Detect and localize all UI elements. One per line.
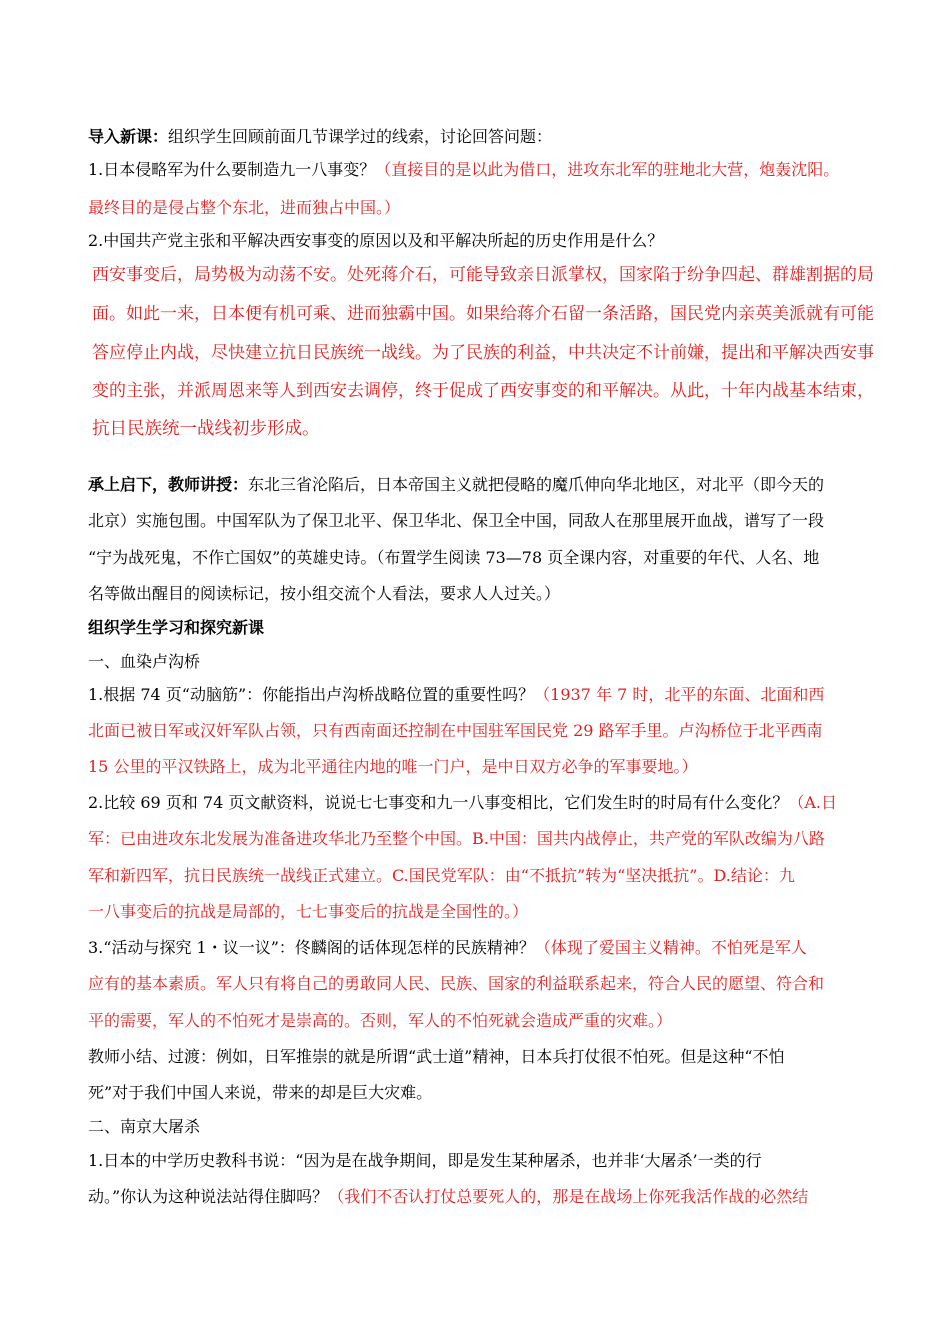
s1-q3-answer: （体现了爱国主义精神。不怕死是军人: [534, 938, 807, 957]
intro-heading: 导入新课：: [88, 127, 169, 146]
summary-line-2: 死”对于我们中国人来说，带来的却是巨大灾难。: [88, 1083, 433, 1102]
transition-line-4: 名等做出醒目的阅读标记，按小组交流个人看法，要求人人过关。）: [88, 584, 561, 603]
transition-line-1: [88, 474, 824, 496]
s1-q1-answer: （1937 年 7 时，北平的东面、北面和西: [534, 685, 825, 704]
s1-q1-answer-2: 北面已被日军或汉奸军队占领，只有西南面还控制在中国驻军国民党 29 路军手里。卢沟桥位于北平西南: [88, 721, 823, 740]
transition-text-1: 东北三省沦陷后，日本帝国主义就把侵略的魔爪伸向华北地区，对北平（即今天的: [248, 475, 825, 494]
transition-heading: 承上启下，教师讲授：: [88, 475, 249, 494]
section-2-title: 二、南京大屠杀: [88, 1117, 201, 1136]
summary-line-1: 教师小结、过渡：例如，日军推崇的就是所谓“武士道”精神，日本兵打仗很不怕死。但是这种“不怕: [88, 1047, 785, 1066]
q2-answer-line-3: 答应停止内战，尽快建立抗日民族统一战线。为了民族的利益，中共决定不计前嫌，提出和平解决西安事: [92, 343, 874, 363]
transition-line-2: 北京）实施包围。中国军队为了保卫北平、保卫华北、保卫全中国，同敌人在那里展开血战，谱写了一段: [88, 511, 825, 530]
s2-q1-line-1: 1.日本的中学历史教科书说：“因为是在战争期间，即是发生某种屠杀，也并非‘大屠杀’一类的行: [88, 1151, 762, 1170]
s1-q2-answer-3: 军和新四军，抗日民族统一战线正式建立。C.国民党军队：由“不抵抗”转为“坚决抵抗”。D.结论：九: [88, 866, 795, 885]
s1-q1-answer-3: 15 公里的平汉铁路上，成为北平通往内地的唯一门户，是中日双方必争的军事要地。）: [88, 757, 698, 776]
s1-q2-answer-2: 军：已由进攻东北发展为准备进攻华北乃至整个中国。B.中国：国共内战停止，共产党的军队改编为八路: [88, 829, 825, 848]
q2-question: 2.中国共产党主张和平解决西安事变的原因以及和平解决所起的历史作用是什么？: [88, 231, 664, 250]
s1-q2-answer-4: 一八事变后的抗战是局部的，七七事变后的抗战是全国性的。）: [88, 902, 529, 921]
q2-answer-line-2: 面。如此一来，日本便有机可乘、进而独霸中国。如果给蒋介石留一条活路，国民党内亲英美派就有可能: [92, 304, 874, 324]
s1-q3-line: [88, 937, 807, 959]
section-1-title: 一、血染卢沟桥: [88, 652, 201, 671]
s2-q1-question: 动。”你认为这种说法站得住脚吗？: [88, 1187, 329, 1206]
s2-q1-answer: （我们不否认打仗总要死人的，那是在战场上你死我活作战的必然结: [328, 1187, 809, 1206]
q1-line: [88, 159, 839, 181]
intro-text: 组织学生回顾前面几节课学过的线索，讨论回答问题：: [168, 127, 553, 146]
q1-question: 1.日本侵略军为什么要制造九一八事变？: [88, 160, 376, 179]
q2-answer-line-1: 西安事变后，局势极为动荡不安。处死蒋介石，可能导致亲日派掌权，国家陷于纷争四起、群雄割据的局: [92, 265, 874, 285]
study-heading: 组织学生学习和探究新课: [88, 618, 265, 637]
intro-line: [88, 126, 552, 148]
s1-q3-answer-2: 应有的基本素质。军人只有将自己的勇敢同人民、民族、国家的利益联系起来，符合人民的愿望、符合和: [88, 974, 825, 993]
s1-q3-question: 3.“活动与探究 1・议一议”：佟麟阁的话体现怎样的民族精神？: [88, 938, 535, 957]
s1-q2-question: 2.比较 69 页和 74 页文献资料，说说七七事变和九一八事变相比，它们发生时的时局有什么变化？: [88, 793, 789, 812]
q1-answer: （直接目的是以此为借口，进攻东北军的驻地北大营，炮轰沈阳。: [375, 160, 840, 179]
s1-q3-answer-3: 平的需要，军人的不怕死才是崇高的。否则，军人的不怕死就会造成严重的灾难。）: [88, 1011, 673, 1030]
s2-q1-line-2: [88, 1186, 808, 1208]
q1-answer-cont: 最终目的是侵占整个东北，进而独占中国。）: [88, 198, 401, 217]
q2-answer-line-5: 抗日民族统一战线初步形成。: [92, 419, 320, 439]
s1-q2-answer: （A.日: [788, 793, 837, 812]
s1-q2-line: [88, 792, 837, 814]
q2-answer-line-4: 变的主张，并派周恩来等人到西安去调停，终于促成了西安事变的和平解决。从此，十年内战基本结束，: [92, 381, 874, 401]
s1-q1-question: 1.根据 74 页“动脑筋”：你能指出卢沟桥战略位置的重要性吗？: [88, 685, 535, 704]
transition-line-3: “宁为战死鬼，不作亡国奴”的英雄史诗。（布置学生阅读 73—78 页全课内容，对重要的年代、人名、地: [88, 548, 820, 567]
s1-q1-line: [88, 684, 824, 706]
